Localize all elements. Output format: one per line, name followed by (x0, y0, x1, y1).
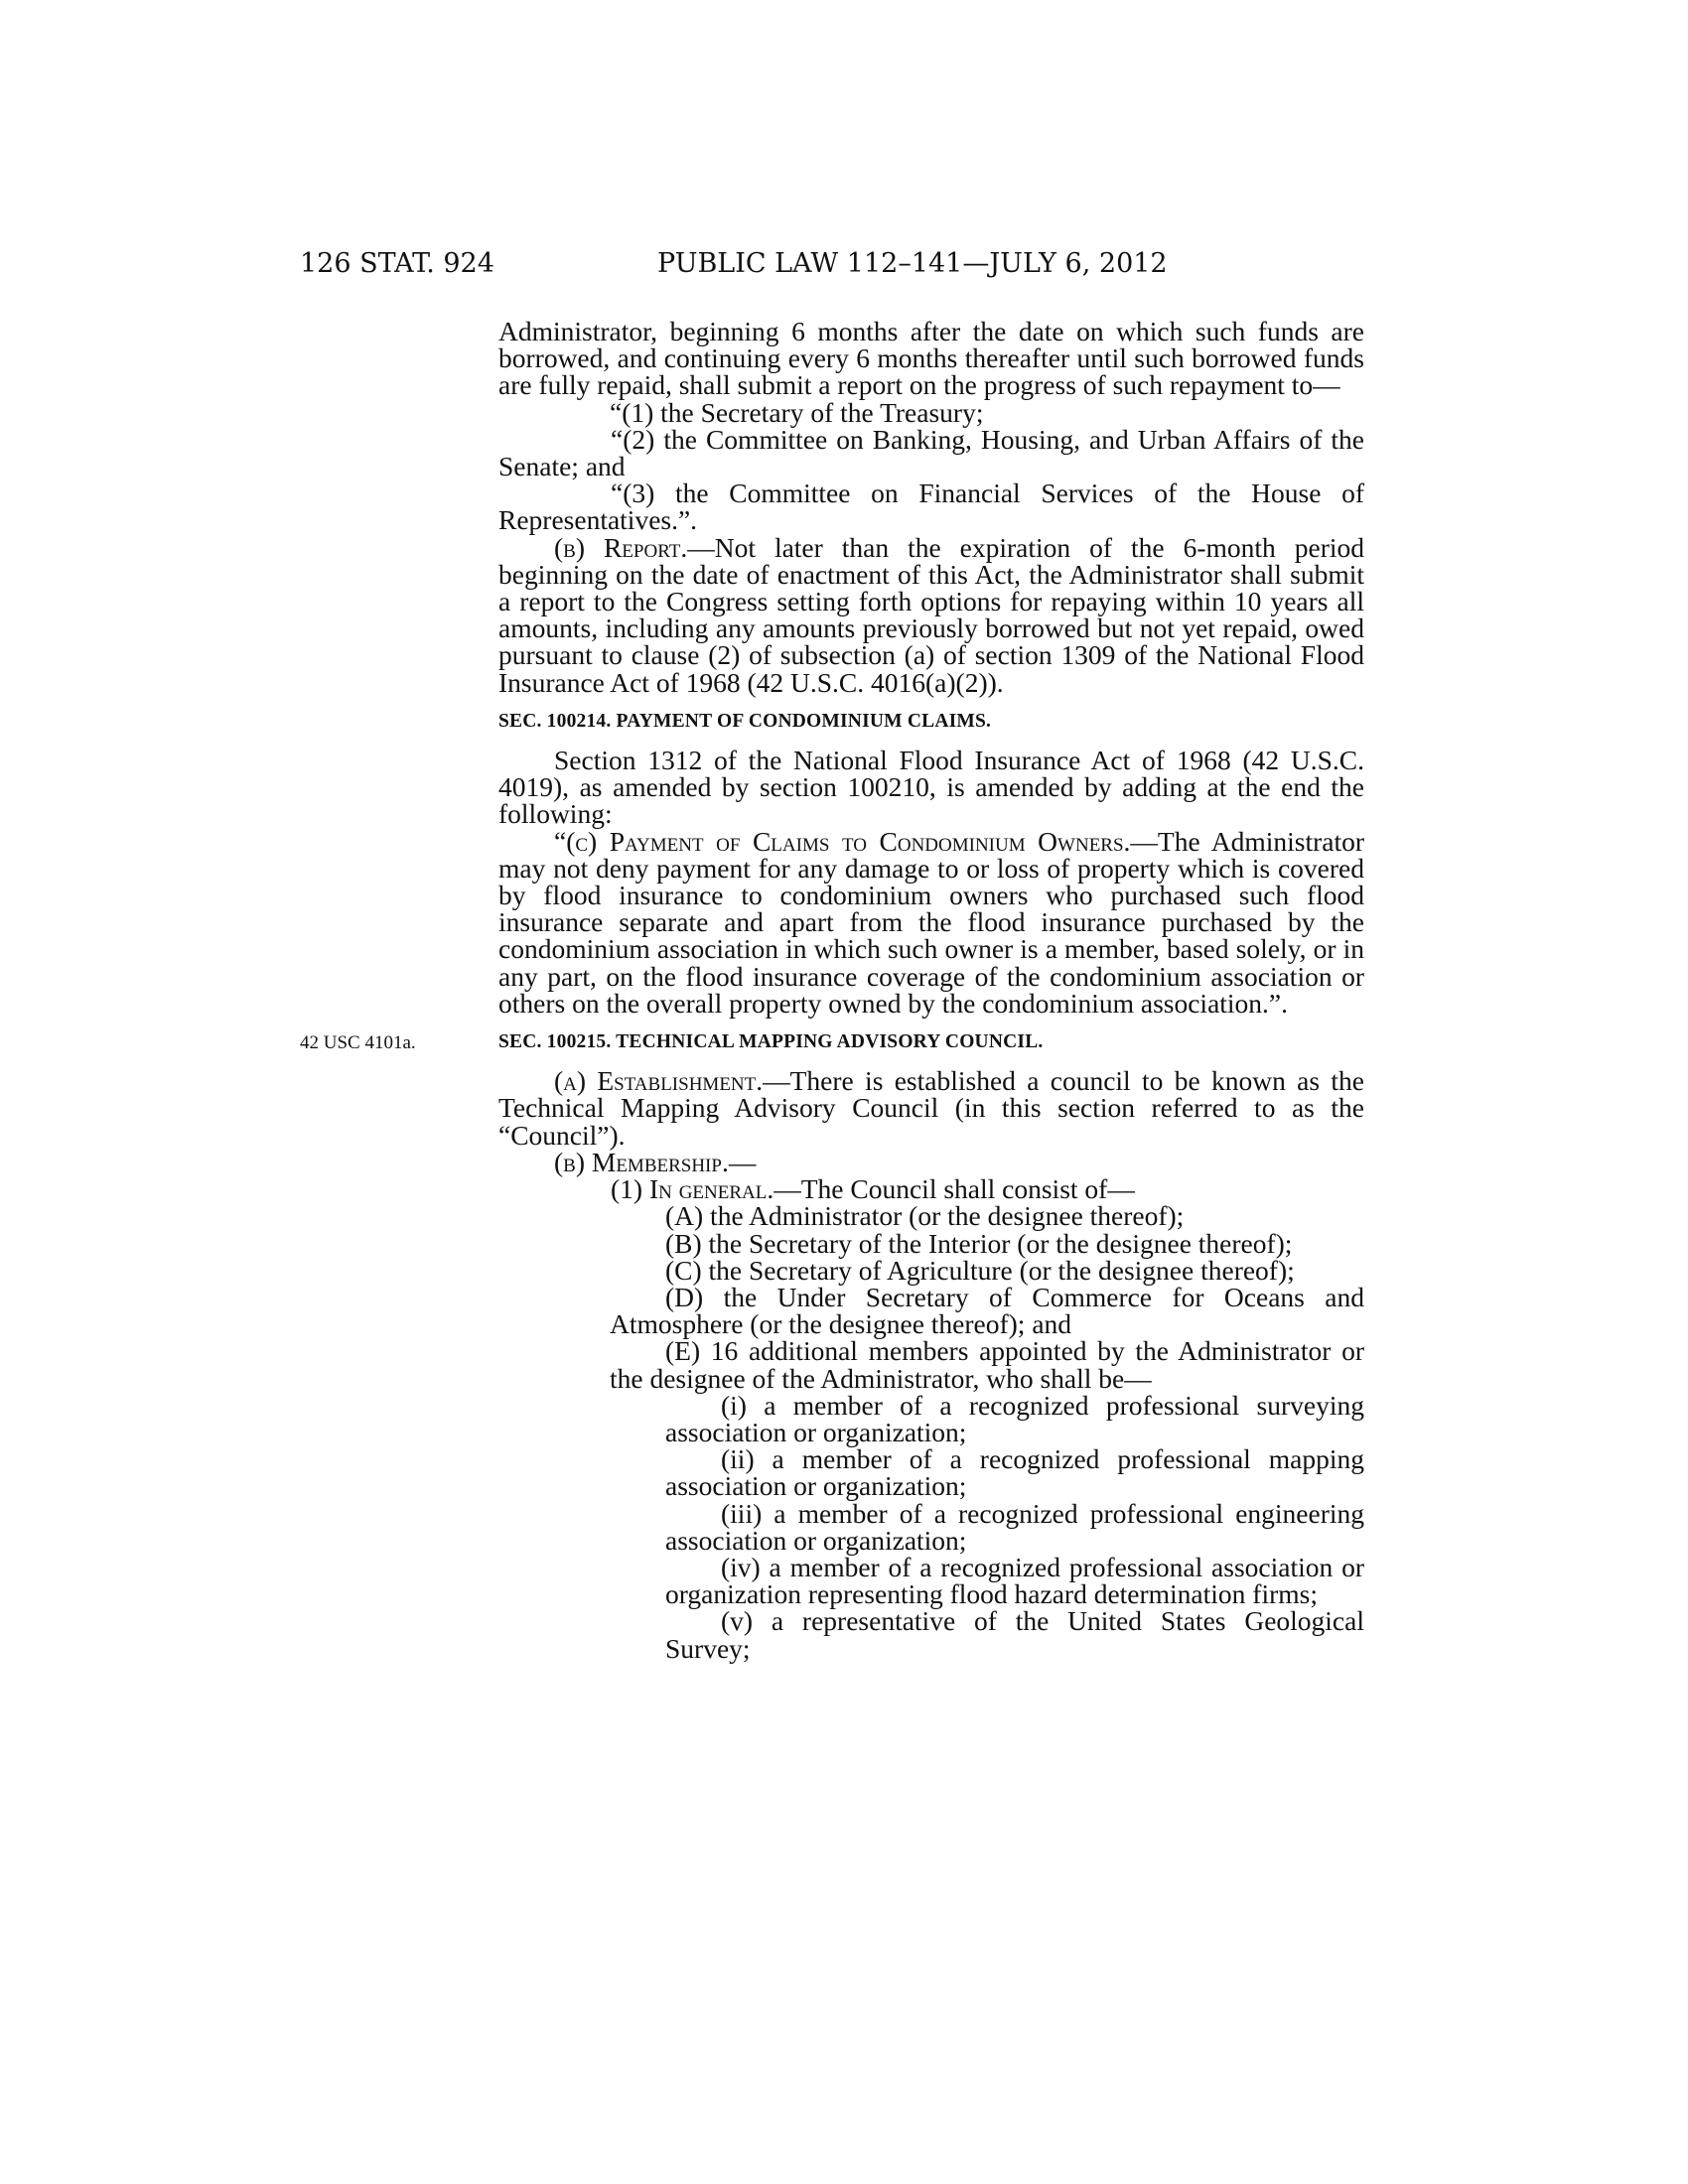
section-heading: SEC. 100215. TECHNICAL MAPPING ADVISORY COUNCIL. (498, 1031, 1044, 1053)
list-item: (i) a member of a recognized professional surveying association or organization; (665, 1389, 1364, 1447)
paragraph (498, 531, 1364, 698)
page-header (300, 248, 1364, 288)
paragraph (498, 1173, 1364, 1205)
paragraph-heading: In general. (648, 1173, 774, 1205)
section-block (300, 1028, 1364, 1055)
paragraph-text: —The Council shall consist of— (774, 1173, 1135, 1205)
subsection-text: — (728, 1146, 757, 1177)
subsection-heading: (b) Report. (554, 531, 688, 563)
list-item: (iv) a member of a recognized professional association or organization representing flood hazard determination firms; (665, 1551, 1364, 1610)
margin-note: 42 USC 4101a. (300, 1032, 416, 1054)
paragraph (498, 1067, 1364, 1149)
list-item: (A) the Administrator (or the designee thereof); (665, 1200, 1185, 1232)
list-item: (D) the Under Secretary of Commerce for Oceans and Atmosphere (or the designee thereof); and (610, 1281, 1364, 1340)
paragraph (498, 825, 1364, 1019)
list-item: “(1) the Secretary of the Treasury; (610, 396, 984, 428)
list-item: (E) 16 additional members appointed by the Administrator or the designee of the Administrator, who shall be— (610, 1335, 1364, 1394)
paragraph (498, 1146, 1364, 1177)
paragraph: Section 1312 of the National Flood Insurance Act of 1968 (42 U.S.C. 4019), as amended by section 100210, is amended by adding at the end the following: (498, 745, 1364, 830)
list-item: (iii) a member of a recognized professional engineering association or organization; (665, 1497, 1364, 1556)
list-item: (C) the Secretary of Agriculture (or the designee thereof); (665, 1254, 1295, 1286)
subsection-heading: (b) Membership. (554, 1146, 729, 1177)
list-item: “(3) the Committee on Financial Services of the House of Representatives.”. (498, 478, 1364, 536)
paragraph: Administrator, beginning 6 months after the date on which such funds are borrowed, and continuing every 6 months thereafter until such borrowed funds are fully repaid, shall submit a report on the progress of such repayment to— (498, 316, 1364, 401)
page-number: 126 STAT. 924 (300, 248, 494, 279)
subsection-text: —There is established a council to be known as the Technical Mapping Advisory Council (in this section referred to as the “Council”). (498, 1065, 1364, 1151)
section-heading: SEC. 100214. PAYMENT OF CONDOMINIUM CLAIMS. (498, 710, 992, 732)
running-head: PUBLIC LAW 112–141—JULY 6, 2012 (657, 248, 1168, 279)
subsection-text: —Not later than the expiration of the 6-month period beginning on the date of enactment of this Act, the Administrator shall submit a report to the Congress setting forth options for repaying within 10 years all amounts, including any amounts previously borrowed but not yet repaid, owed pursuant to clause (2) of subsection (a) of section 1309 of the National Flood Insurance Act of 1968 (42 U.S.C. 4016(a)(2)). (498, 531, 1364, 698)
subsection-heading: (a) Establishment. (554, 1065, 764, 1097)
document-body (300, 316, 1364, 1664)
list-item: (B) the Secretary of the Interior (or the designee thereof); (665, 1227, 1293, 1259)
list-item: (v) a representative of the United States Geological Survey; (665, 1605, 1364, 1664)
list-item: “(2) the Committee on Banking, Housing, and Urban Affairs of the Senate; and (498, 423, 1364, 482)
paragraph-number: (1) (611, 1173, 649, 1205)
list-item: (ii) a member of a recognized professional mapping association or organization; (665, 1443, 1364, 1502)
subsection-text: —The Administrator may not deny payment for any damage to or loss of property which is covered by flood insurance to condominium owners who purchased such flood insurance separate and apart from the flood insurance purchased by the condominium association in which such owner is a member, based solely, or in any part, on the flood insurance coverage of the condominium association or others on the overall property owned by the condominium association.”. (498, 825, 1364, 1019)
subsection-heading: “(c) Payment of Claims to Condominium Owners. (554, 825, 1131, 857)
